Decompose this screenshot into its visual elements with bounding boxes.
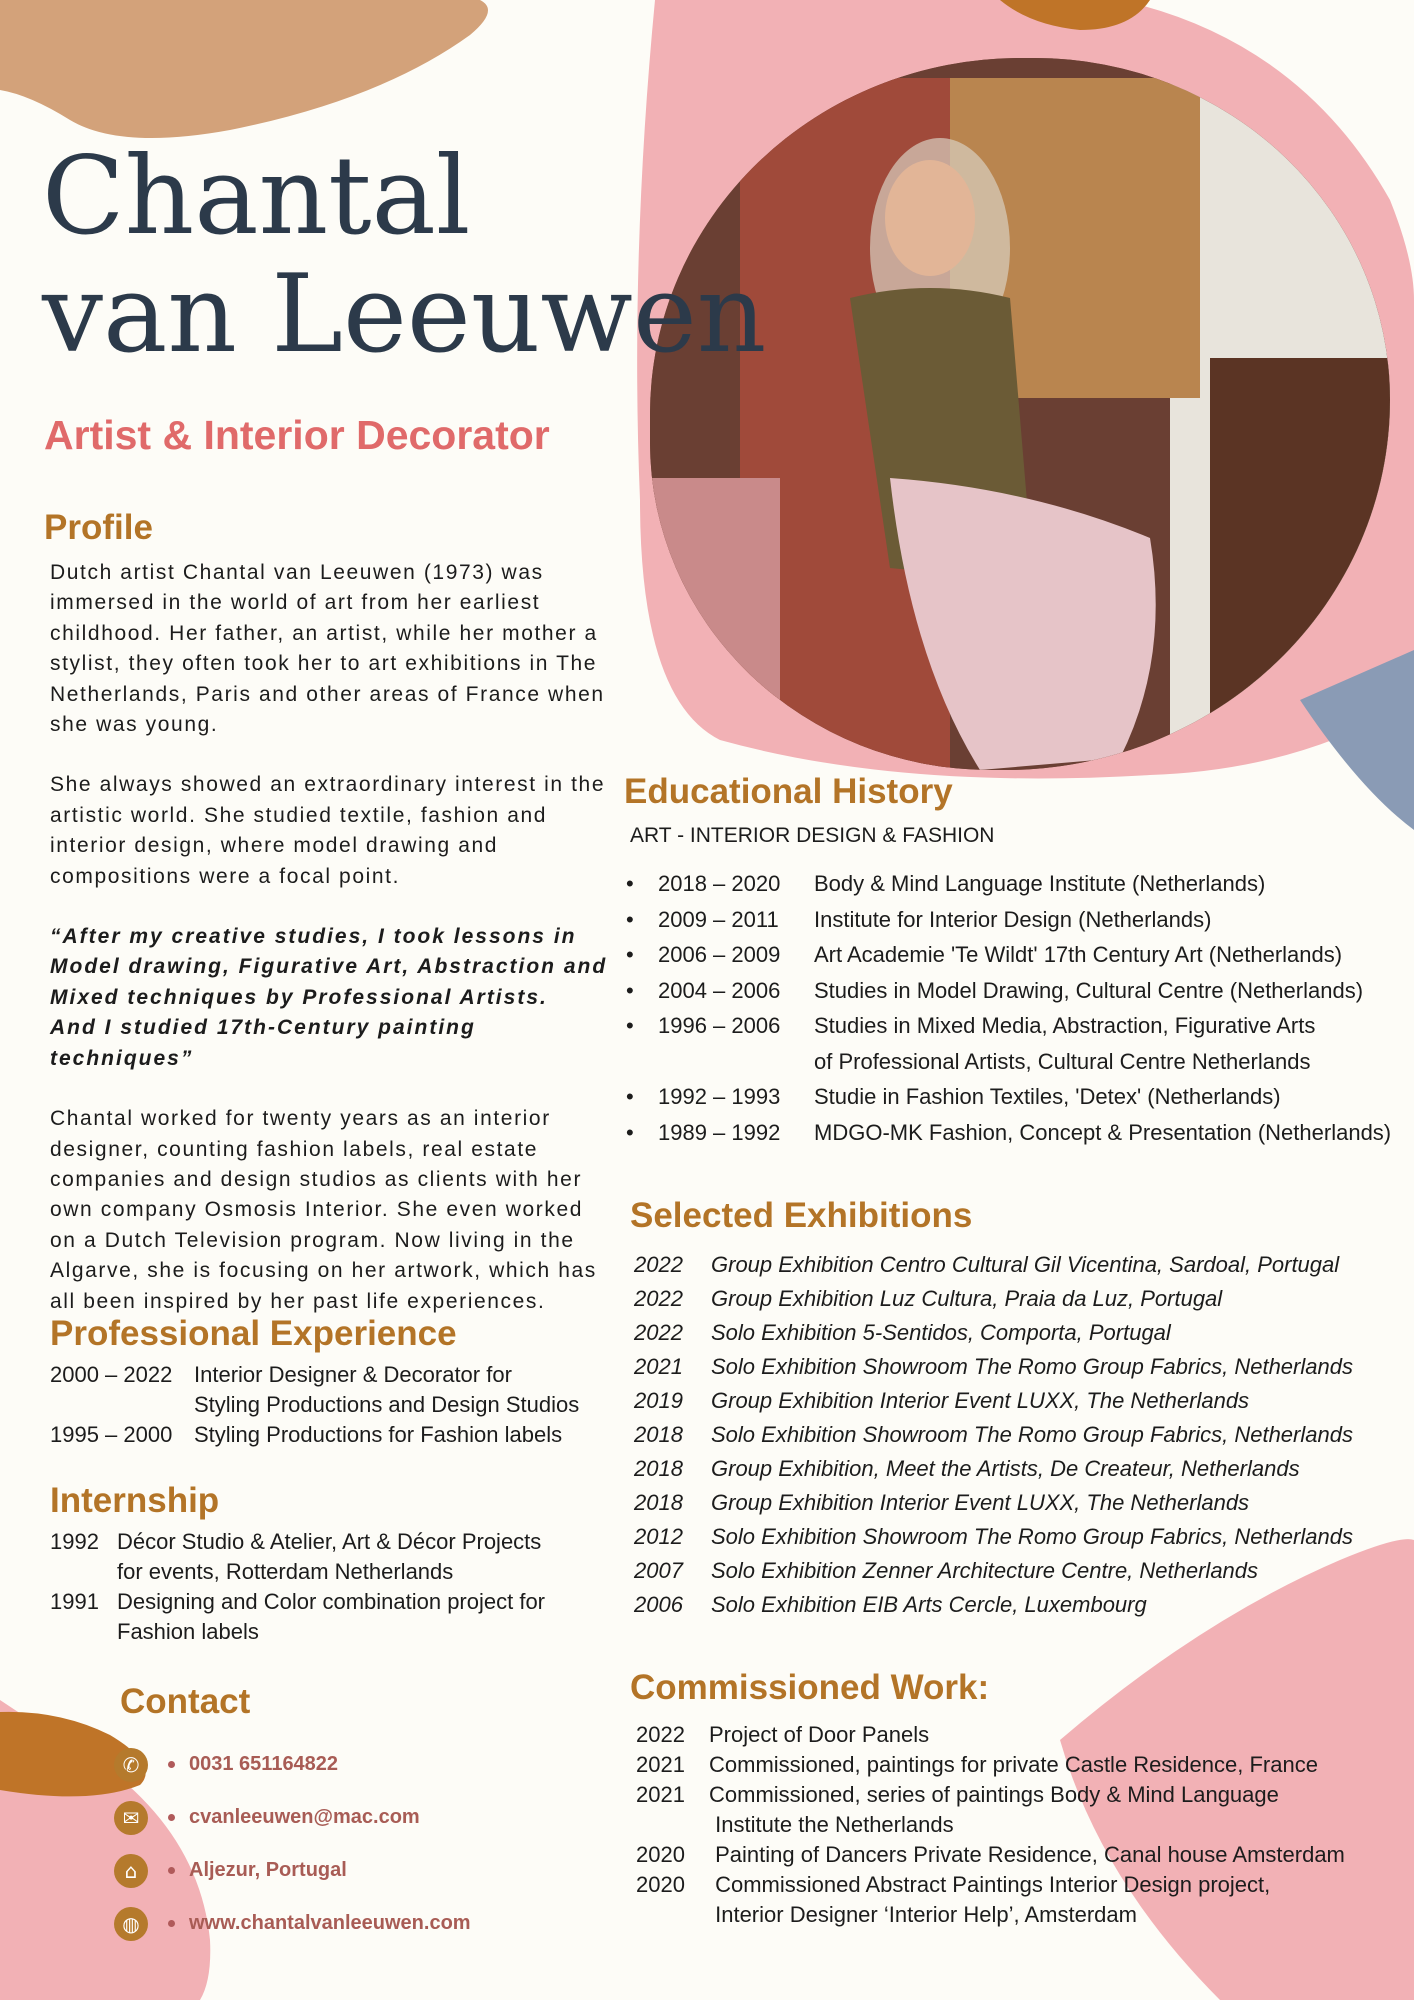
exhibition-year: 2007 bbox=[634, 1558, 683, 1583]
internship-heading: Internship bbox=[50, 1481, 220, 1520]
exhibition-text: Group Exhibition Centro Cultural Gil Vicentina, Sardoal, Portugal bbox=[711, 1252, 1340, 1277]
education-item bbox=[622, 973, 1402, 1009]
exhibition-text: Group Exhibition, Meet the Artists, De Createur, Netherlands bbox=[711, 1456, 1300, 1481]
commission-year: 2021 bbox=[636, 1782, 685, 1807]
exhibition-text: Solo Exhibition 5-Sentidos, Comporta, Portugal bbox=[711, 1320, 1171, 1345]
education-item bbox=[622, 937, 1402, 973]
bullet-dot bbox=[168, 1867, 175, 1874]
commission-year: 2022 bbox=[636, 1722, 685, 1747]
experience-item bbox=[50, 1420, 610, 1450]
exhibition-year: 2022 bbox=[634, 1320, 683, 1345]
commission-text-line: Institute the Netherlands bbox=[709, 1812, 954, 1837]
bullet: • bbox=[626, 1119, 634, 1145]
exhibitions-heading: Selected Exhibitions bbox=[630, 1196, 973, 1235]
internship-text bbox=[117, 1527, 541, 1587]
tan-blob-top-left bbox=[0, 0, 488, 138]
bullet-dot bbox=[168, 1761, 175, 1768]
exhibition-item bbox=[634, 1520, 1394, 1554]
commission-year: 2020 bbox=[636, 1872, 685, 1897]
experience-text-line: Styling Productions and Design Studios bbox=[194, 1392, 580, 1417]
website-link[interactable]: www.chantalvanleeuwen.com bbox=[189, 1912, 471, 1934]
profile-quote-line-1: “After my creative studies, I took lessons in Model drawing, Figurative Art, Abstraction and Mixed techniques by Professional Artists. bbox=[50, 925, 608, 1009]
commission-text bbox=[709, 1780, 1279, 1840]
commission-text-line: Commissioned, series of paintings Body & Mind Language bbox=[709, 1782, 1279, 1807]
education-subheading: ART - INTERIOR DESIGN & FASHION bbox=[630, 824, 995, 847]
commission-text: Commissioned, paintings for private Castle Residence, France bbox=[709, 1752, 1318, 1777]
exhibition-year: 2018 bbox=[634, 1490, 683, 1515]
commission-text: Painting of Dancers Private Residence, Canal house Amsterdam bbox=[709, 1842, 1345, 1867]
exhibition-year: 2018 bbox=[634, 1456, 683, 1481]
internship-year: 1991 bbox=[50, 1589, 99, 1614]
education-text: Studies in Model Drawing, Cultural Centre (Netherlands) bbox=[814, 977, 1364, 1003]
internship-text bbox=[117, 1587, 545, 1647]
phone-icon: ✆ bbox=[114, 1748, 148, 1782]
education-list bbox=[622, 866, 1402, 1150]
phone-number[interactable]: 0031 651164822 bbox=[189, 1753, 339, 1775]
education-years: 1989 – 1992 bbox=[658, 1119, 781, 1145]
exhibition-text: Solo Exhibition Showroom The Romo Group Fabrics, Netherlands bbox=[711, 1422, 1353, 1447]
bullet-dot bbox=[168, 1920, 175, 1927]
exhibition-item bbox=[634, 1282, 1394, 1316]
profile-text bbox=[50, 558, 610, 1347]
exhibition-text: Group Exhibition Interior Event LUXX, The Netherlands bbox=[711, 1490, 1250, 1515]
commission-item bbox=[636, 1870, 1396, 1930]
exhibition-year: 2022 bbox=[634, 1252, 683, 1277]
education-text-line: Studies in Mixed Media, Abstraction, Figurative Arts bbox=[814, 1013, 1316, 1038]
bullet: • bbox=[626, 1013, 634, 1038]
commission-text-line: Commissioned Abstract Paintings Interior Design project, bbox=[709, 1872, 1271, 1897]
internship-item bbox=[50, 1587, 610, 1647]
internship-list bbox=[50, 1527, 610, 1647]
education-years: 1992 – 1993 bbox=[658, 1084, 781, 1109]
exhibition-item bbox=[634, 1452, 1394, 1486]
exhibition-item bbox=[634, 1384, 1394, 1418]
bullet-dot bbox=[168, 1814, 175, 1821]
bullet: • bbox=[626, 871, 634, 896]
experience-years: 2000 – 2022 bbox=[50, 1362, 173, 1387]
profile-paragraph-2: She always showed an extraordinary interest in the artistic world. She studied textile, fashion and interior design, where model drawing and compositions were a focal point. bbox=[50, 773, 606, 888]
internship-text-line: Décor Studio & Atelier, Art & Décor Projects bbox=[117, 1529, 542, 1554]
bullet: • bbox=[626, 906, 634, 932]
exhibition-text: Group Exhibition Interior Event LUXX, The Netherlands bbox=[711, 1388, 1250, 1413]
internship-year: 1992 bbox=[50, 1529, 99, 1554]
home-icon: ⌂ bbox=[114, 1854, 148, 1888]
name-line-1: Chantal bbox=[42, 134, 471, 259]
exhibitions-list bbox=[634, 1248, 1394, 1622]
education-text bbox=[814, 1008, 1402, 1079]
person-name bbox=[42, 134, 767, 377]
exhibition-text: Solo Exhibition Showroom The Romo Group Fabrics, Netherlands bbox=[711, 1524, 1353, 1549]
internship-text-line: Fashion labels bbox=[117, 1619, 259, 1644]
education-item bbox=[622, 1008, 1402, 1079]
education-item bbox=[622, 1079, 1402, 1115]
education-text-line: of Professional Artists, Cultural Centre Netherlands bbox=[814, 1048, 1311, 1074]
experience-years: 1995 – 2000 bbox=[50, 1422, 173, 1447]
commission-text-line: Interior Designer ‘Interior Help’, Amsterdam bbox=[709, 1902, 1137, 1927]
exhibition-item bbox=[634, 1554, 1394, 1588]
commission-year: 2020 bbox=[636, 1842, 685, 1867]
profile-quote-line-2: And I studied 17th-Century painting techniques” bbox=[50, 1016, 476, 1070]
exhibition-item bbox=[634, 1486, 1394, 1520]
exhibition-year: 2006 bbox=[634, 1592, 683, 1617]
job-title: Artist & Interior Decorator bbox=[44, 412, 550, 458]
experience-text bbox=[194, 1360, 579, 1420]
profile-heading: Profile bbox=[44, 508, 153, 547]
exhibition-year: 2012 bbox=[634, 1524, 683, 1549]
experience-text-line: Interior Designer & Decorator for bbox=[194, 1362, 512, 1387]
education-years: 2004 – 2006 bbox=[658, 977, 781, 1003]
education-text: MDGO-MK Fashion, Concept & Presentation (Netherlands) bbox=[814, 1119, 1392, 1145]
exhibition-text: Solo Exhibition EIB Arts Cercle, Luxembourg bbox=[711, 1592, 1147, 1617]
contact-address bbox=[114, 1844, 471, 1897]
internship-text-line: Designing and Color combination project for bbox=[117, 1589, 546, 1614]
globe-icon: ◍ bbox=[114, 1907, 148, 1941]
exhibition-year: 2022 bbox=[634, 1286, 683, 1311]
contact-phone[interactable] bbox=[114, 1738, 471, 1791]
experience-item bbox=[50, 1360, 610, 1420]
internship-text-line: for events, Rotterdam Netherlands bbox=[117, 1559, 454, 1584]
education-text: Body & Mind Language Institute (Netherlands) bbox=[814, 871, 1266, 896]
bullet: • bbox=[626, 977, 634, 1003]
education-item bbox=[622, 902, 1402, 938]
exhibition-item bbox=[634, 1588, 1394, 1622]
education-item bbox=[622, 1115, 1402, 1151]
contact-heading: Contact bbox=[120, 1682, 251, 1721]
exhibition-year: 2018 bbox=[634, 1422, 683, 1447]
education-heading: Educational History bbox=[624, 772, 953, 811]
commission-text bbox=[709, 1870, 1270, 1930]
experience-list bbox=[50, 1360, 610, 1450]
education-years: 2018 – 2020 bbox=[658, 871, 781, 896]
commission-text: Project of Door Panels bbox=[709, 1722, 930, 1747]
exhibition-text: Solo Exhibition Showroom The Romo Group Fabrics, Netherlands bbox=[711, 1354, 1353, 1379]
exhibition-item bbox=[634, 1418, 1394, 1452]
education-text: Institute for Interior Design (Netherlands) bbox=[814, 906, 1212, 932]
name-line-2: van Leeuwen bbox=[42, 252, 767, 377]
email-link[interactable]: cvanleeuwen@mac.com bbox=[189, 1806, 420, 1828]
exhibition-item bbox=[634, 1316, 1394, 1350]
exhibition-year: 2019 bbox=[634, 1388, 683, 1413]
bullet: • bbox=[626, 1084, 634, 1109]
education-item bbox=[622, 866, 1402, 902]
exhibition-text: Group Exhibition Luz Cultura, Praia da Luz, Portugal bbox=[711, 1286, 1223, 1311]
bullet: • bbox=[626, 942, 634, 967]
contact-email[interactable] bbox=[114, 1791, 471, 1844]
exhibition-item bbox=[634, 1350, 1394, 1384]
education-years: 2006 – 2009 bbox=[658, 942, 781, 967]
commission-year: 2021 bbox=[636, 1752, 685, 1777]
exhibition-item bbox=[634, 1248, 1394, 1282]
commissioned-heading: Commissioned Work: bbox=[630, 1668, 990, 1707]
commission-item bbox=[636, 1780, 1396, 1840]
exhibition-year: 2021 bbox=[634, 1354, 683, 1379]
education-text: Studie in Fashion Textiles, 'Detex' (Netherlands) bbox=[814, 1084, 1281, 1109]
address-text: Aljezur, Portugal bbox=[189, 1859, 347, 1881]
education-years: 1996 – 2006 bbox=[658, 1013, 781, 1038]
profile-paragraph-3: Chantal worked for twenty years as an interior designer, counting fashion labels, real estate companies and design studios as clients with her own company Osmosis Interior. She even worked on a Dutch Television program. Now living in the Algarve, she is focusing on her artwork, which has all been inspired by her past life experiences. bbox=[50, 1107, 597, 1313]
education-years: 2009 – 2011 bbox=[658, 906, 779, 932]
contact-list bbox=[114, 1738, 471, 1950]
experience-heading: Professional Experience bbox=[50, 1314, 457, 1353]
experience-text: Styling Productions for Fashion labels bbox=[194, 1422, 563, 1447]
commission-item bbox=[636, 1840, 1396, 1870]
mail-icon: ✉ bbox=[114, 1801, 148, 1835]
commission-item bbox=[636, 1750, 1396, 1780]
education-text: Art Academie 'Te Wildt' 17th Century Art (Netherlands) bbox=[814, 942, 1343, 967]
commissioned-list bbox=[636, 1720, 1396, 1930]
profile-paragraph-1: Dutch artist Chantal van Leeuwen (1973) was immersed in the world of art from her earliest childhood. Her father, an artist, while her mother a stylist, they often took her to art exhibitions in The Netherlands, Paris and other areas of France when she was young. bbox=[50, 561, 605, 737]
profile-quote bbox=[50, 922, 610, 1074]
commission-item bbox=[636, 1720, 1396, 1750]
contact-website[interactable] bbox=[114, 1897, 471, 1950]
exhibition-text: Solo Exhibition Zenner Architecture Centre, Netherlands bbox=[711, 1558, 1259, 1583]
internship-item bbox=[50, 1527, 610, 1587]
